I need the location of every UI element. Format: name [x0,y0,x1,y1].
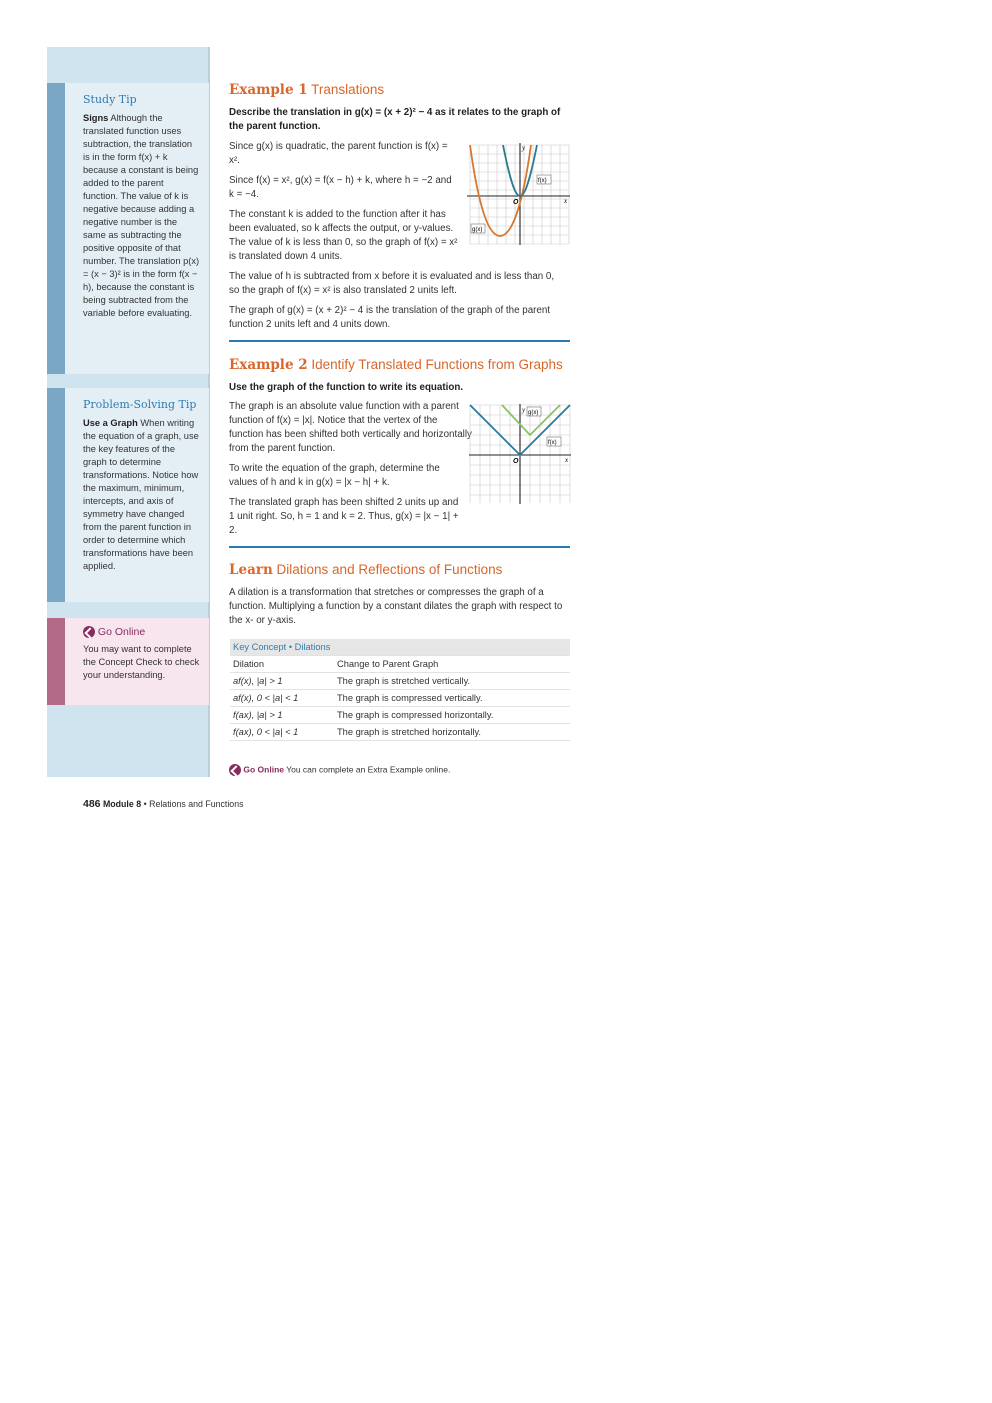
problem-solving-tip-box [47,388,209,602]
table-header-dilation: Dilation [230,656,334,673]
example2-p2: To write the equation of the graph, determine the values of h and k in g(x) = |x − h| + k. [229,463,440,488]
problem-tip-text [83,417,201,573]
example1-graph [465,140,571,246]
graph1-origin: O [513,199,519,206]
table-cell: The graph is compressed horizontally. [334,707,570,724]
graph1-x-label: x [564,197,568,205]
footer-chapter: Relations and Functions [149,799,244,809]
table-row [230,724,570,741]
graph2-origin: O [513,458,519,465]
example1-p3: The constant k is added to the function after it has been evaluated, so k affects the output, or y-values. The value of k is less than 0, so the graph of f(x) = x² is translated down 4 units. [229,209,458,262]
study-tip-text [83,112,201,320]
example1-heading [229,82,384,98]
graph1-f-label: f(x) [538,178,547,184]
table-cell: f(ax), |a| > 1 [230,707,334,724]
learn-label: Learn [229,562,273,578]
graph1-y-label: y [522,144,526,152]
problem-tip-body: When writing the equation of a graph, use the key features of the graph to determine transformations. Notice how the maximum, minimum, intercepts, and axis of symmetry have changed from the parent function in order to determine which transformations have been applied. [83,418,199,571]
study-tip-box [47,83,209,374]
study-tip-bar [47,83,65,374]
example2-label: Example 2 [229,357,308,373]
table-row [230,673,570,690]
section-divider-1 [229,340,570,342]
example2-heading [229,357,563,373]
go-online-title[interactable]: Go Online [97,626,146,638]
example1-p4: The value of h is subtracted from x before it is evaluated and is less than 0, so the graph of f(x) = x² is also translated 2 units left. [229,271,555,296]
problem-tip-title: Problem-Solving Tip [83,398,197,411]
learn-p1: A dilation is a transformation that stretches or compresses the graph of a function. Multiplying a function by a constant dilates the graph with respect to the x- or y-axis. [229,587,563,626]
problem-tip-bar [47,388,65,602]
extra-go-online-label[interactable]: Go Online [243,764,284,775]
cursor-click-icon [83,626,95,638]
footer-separator: • [143,799,147,809]
example2-p1: The graph is an absolute value function with a parent function of f(x) = |x|. Notice that the vertex of the function has been shifted both vertically and horizontally from the parent function. [229,401,472,454]
page-footer [83,798,244,810]
go-online-bar [47,618,65,705]
graph1-g-label: g(x) [472,227,483,233]
example2-p3: The translated graph has been shifted 2 units up and 1 unit right. So, h = 1 and k = 2. Thus, g(x) = |x − 1| + 2. [229,497,459,536]
graph2-y-label: y [522,406,526,414]
extra-example-link[interactable] [229,764,450,776]
example1-prompt: Describe the translation in g(x) = (x + 2)² − 4 as it relates to the graph of the parent function. [229,107,561,132]
dilations-table [230,639,570,741]
learn-heading [229,562,502,578]
table-row [230,690,570,707]
go-online-body: You may want to complete the Concept Check to check your understanding. [83,644,200,681]
table-cell: The graph is stretched horizontally. [334,724,570,741]
table-cell: The graph is compressed vertically. [334,690,570,707]
graph2-f-label: f(x) [548,440,557,446]
page-number: 486 [83,798,101,810]
graph2-x-label: x [565,456,569,464]
extra-go-online-text: You can complete an Extra Example online. [286,764,451,775]
table-cell: f(ax), 0 < |a| < 1 [230,724,334,741]
section-divider-2 [229,546,570,548]
example2-prompt: Use the graph of the function to write its equation. [229,382,464,393]
table-row [230,707,570,724]
go-online-box[interactable] [47,618,209,705]
table-header-change: Change to Parent Graph [334,656,570,673]
example1-p5: The graph of g(x) = (x + 2)² − 4 is the translation of the graph of the parent function 2 units left and 4 units down. [229,305,551,330]
table-cell: af(x), 0 < |a| < 1 [230,690,334,707]
example2-title: Identify Translated Functions from Graphs [311,357,563,372]
table-cell: af(x), |a| > 1 [230,673,334,690]
footer-module: Module 8 [102,799,142,809]
example2-graph [468,403,572,505]
study-tip-body: Although the translated function uses subtraction, the translation is in the form f(x) + k because a constant is being added to the parent function. The value of k is negative because adding a negative number is the same as subtracting the positive opposite of that number. The translation p(x) = (x − 3)² is in the form f(x − h), because the constant is being subtracted from the variable before evaluating. [83,113,200,318]
example1-title: Translations [311,82,385,97]
table-cell: The graph is stretched vertically. [334,673,570,690]
study-tip-title: Study Tip [83,93,137,106]
cursor-click-icon [229,764,241,776]
go-online-heading [83,626,201,638]
study-tip-lead: Signs [83,113,109,123]
graph2-g-label: g(x) [528,410,539,416]
example1-label: Example 1 [229,82,308,98]
example1-p2: Since f(x) = x², g(x) = f(x − h) + k, where h = −2 and k = −4. [229,175,452,200]
learn-title: Dilations and Reflections of Functions [276,562,503,577]
example1-p1: Since g(x) is quadratic, the parent function is f(x) = x². [229,141,448,166]
key-concept-title: Key Concept • Dilations [230,639,570,656]
problem-tip-lead: Use a Graph [83,418,138,428]
